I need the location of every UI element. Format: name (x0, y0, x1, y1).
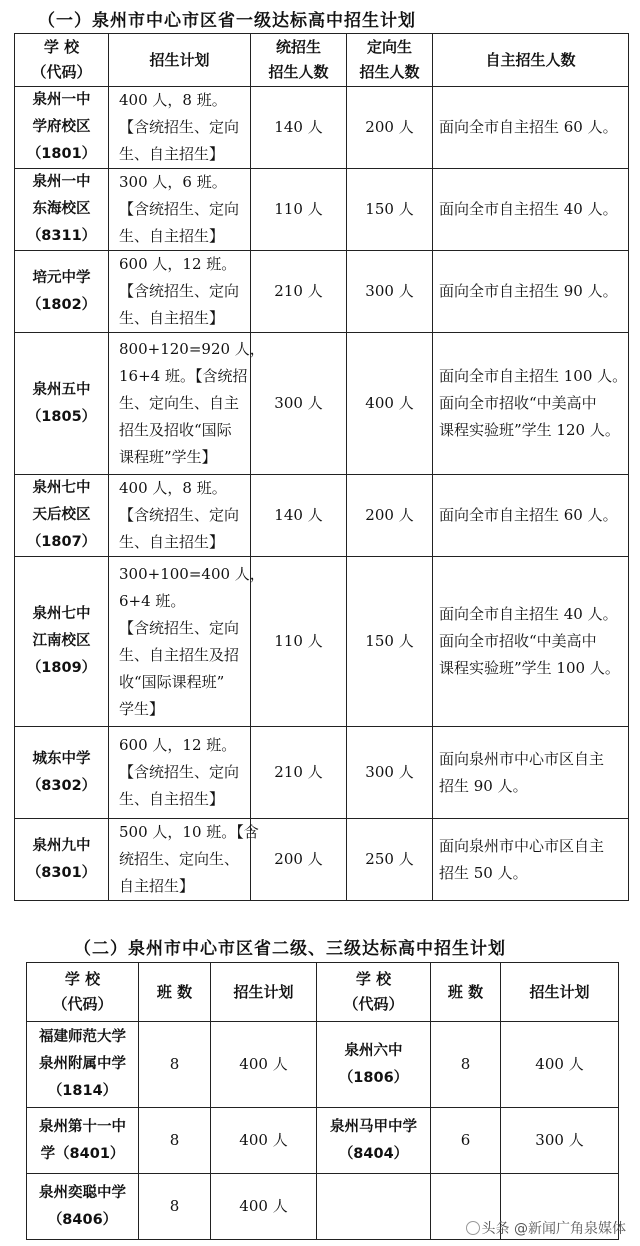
enrollment-plan: 300+100=400 人， 6+4 班。 【含统招生、定向 生、自主招生及招 收“国际课程班” 学生】 (109, 557, 251, 727)
enrollment-plan-right: 400 人 (501, 1022, 619, 1108)
school-name: 城东中学 （8302） (15, 727, 109, 819)
table-row (15, 251, 629, 333)
watermark: 头条 @新闻广角泉媒体 (466, 1218, 626, 1238)
directed-count: 300 人 (347, 251, 433, 333)
table-header-row (27, 963, 619, 1022)
table-row (15, 819, 629, 901)
table-row (15, 169, 629, 251)
school-name: 培元中学 （1802） (15, 251, 109, 333)
enrollment-plan: 500 人，10 班。【含 统招生、定向生、 自主招生】 (109, 819, 251, 901)
enrollment-plan: 600 人，12 班。 【含统招生、定向 生、自主招生】 (109, 727, 251, 819)
class-count-left: 8 (139, 1108, 211, 1174)
header-classes-left: 班 数 (139, 963, 211, 1022)
enrollment-plan-right: 300 人 (501, 1108, 619, 1174)
wechat-logo-icon (466, 1221, 480, 1235)
school-name-left: 泉州奕聪中学 （8406） (27, 1174, 139, 1240)
table-row (15, 557, 629, 727)
enrollment-plan-left: 400 人 (211, 1022, 317, 1108)
school-name: 泉州五中 （1805） (15, 333, 109, 475)
school-name-right: 泉州六中 （1806） (317, 1022, 431, 1108)
school-name: 泉州七中 天后校区 （1807） (15, 475, 109, 557)
header-plan-right: 招生计划 (501, 963, 619, 1022)
unified-count: 110 人 (251, 557, 347, 727)
directed-count: 400 人 (347, 333, 433, 475)
second-third-level-table (26, 962, 619, 1240)
table-row (27, 1108, 619, 1174)
header-directed: 定向生 招生人数 (347, 34, 433, 87)
header-classes-right: 班 数 (431, 963, 501, 1022)
table-row (15, 333, 629, 475)
unified-count: 210 人 (251, 727, 347, 819)
school-name: 泉州一中 东海校区 （8311） (15, 169, 109, 251)
header-school-left: 学 校 （代码） (27, 963, 139, 1022)
directed-count: 150 人 (347, 169, 433, 251)
enrollment-plan: 400 人，8 班。 【含统招生、定向 生、自主招生】 (109, 475, 251, 557)
directed-count: 200 人 (347, 475, 433, 557)
header-plan-left: 招生计划 (211, 963, 317, 1022)
class-count-left: 8 (139, 1022, 211, 1108)
directed-count: 200 人 (347, 87, 433, 169)
section1-title: （一）泉州市中心市区省一级达标高中招生计划 (38, 11, 416, 31)
unified-count: 300 人 (251, 333, 347, 475)
school-name: 泉州七中 江南校区 （1809） (15, 557, 109, 727)
directed-count: 300 人 (347, 727, 433, 819)
school-name-right: 泉州马甲中学 （8404） (317, 1108, 431, 1174)
header-autonomous: 自主招生人数 (433, 34, 629, 87)
unified-count: 140 人 (251, 475, 347, 557)
header-school-right: 学 校 （代码） (317, 963, 431, 1022)
class-count-right: 6 (431, 1108, 501, 1174)
unified-count: 210 人 (251, 251, 347, 333)
class-count-left: 8 (139, 1174, 211, 1240)
enrollment-plan: 400 人，8 班。 【含统招生、定向 生、自主招生】 (109, 87, 251, 169)
table-row (27, 1022, 619, 1108)
header-school: 学 校 （代码） (15, 34, 109, 87)
unified-count: 110 人 (251, 169, 347, 251)
directed-count: 150 人 (347, 557, 433, 727)
table-row (15, 87, 629, 169)
class-count-right: 8 (431, 1022, 501, 1108)
enrollment-plan: 600 人，12 班。 【含统招生、定向 生、自主招生】 (109, 251, 251, 333)
header-unified: 统招生 招生人数 (251, 34, 347, 87)
unified-count: 200 人 (251, 819, 347, 901)
table-row (15, 475, 629, 557)
autonomous-count: 面向泉州市中心市区自主 招生 50 人。 (433, 819, 629, 901)
autonomous-count: 面向全市自主招生 90 人。 (433, 251, 629, 333)
school-name-left: 泉州第十一中 学（8401） (27, 1108, 139, 1174)
autonomous-count: 面向全市自主招生 60 人。 (433, 87, 629, 169)
section2-title: （二）泉州市中心市区省二级、三级达标高中招生计划 (74, 939, 506, 959)
header-plan: 招生计划 (109, 34, 251, 87)
directed-count: 250 人 (347, 819, 433, 901)
enrollment-plan-left: 400 人 (211, 1174, 317, 1240)
school-name-right (317, 1174, 431, 1240)
school-name: 泉州九中 （8301） (15, 819, 109, 901)
unified-count: 140 人 (251, 87, 347, 169)
enrollment-plan-left: 400 人 (211, 1108, 317, 1174)
autonomous-count: 面向全市自主招生 40 人。 面向全市招收“中美高中 课程实验班”学生 100 人。 (433, 557, 629, 727)
school-name-left: 福建师范大学 泉州附属中学 （1814） (27, 1022, 139, 1108)
enrollment-plan: 800+120=920 人， 16+4 班。【含统招 生、定向生、自主 招生及招收“国际 课程班”学生】 (109, 333, 251, 475)
autonomous-count: 面向全市自主招生 100 人。 面向全市招收“中美高中 课程实验班”学生 120 人。 (433, 333, 629, 475)
table-row (15, 727, 629, 819)
autonomous-count: 面向全市自主招生 40 人。 (433, 169, 629, 251)
table-header-row (15, 34, 629, 87)
enrollment-plan: 300 人，6 班。 【含统招生、定向 生、自主招生】 (109, 169, 251, 251)
school-name: 泉州一中 学府校区 （1801） (15, 87, 109, 169)
autonomous-count: 面向全市自主招生 60 人。 (433, 475, 629, 557)
autonomous-count: 面向泉州市中心市区自主 招生 90 人。 (433, 727, 629, 819)
first-level-table (14, 33, 629, 901)
